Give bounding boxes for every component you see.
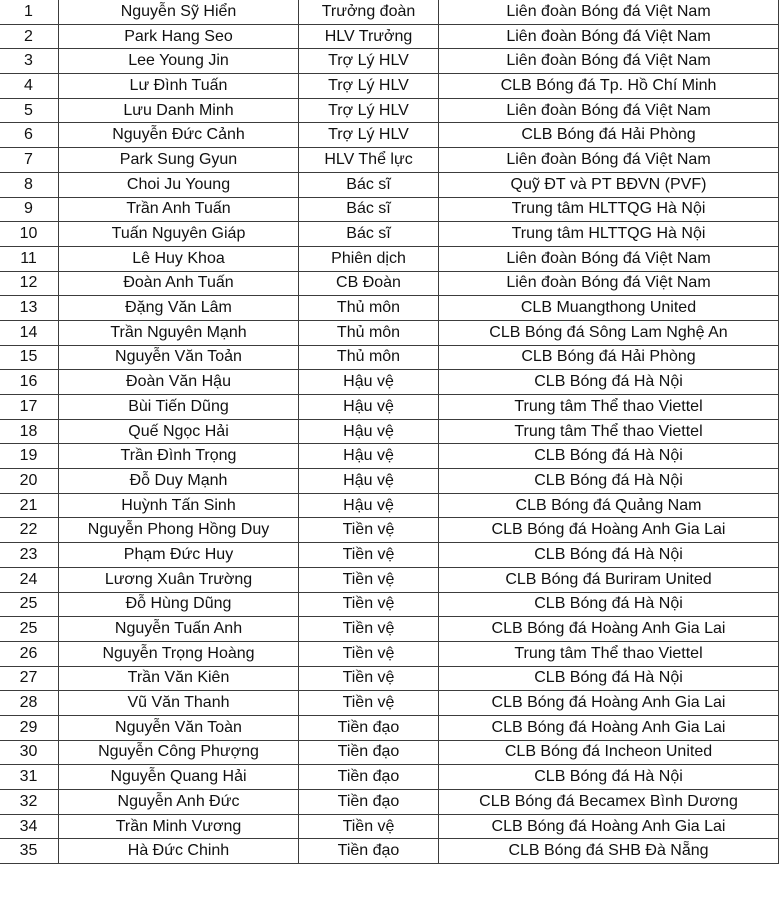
member-name: Lưu Danh Minh (59, 98, 299, 123)
member-unit: Liên đoàn Bóng đá Việt Nam (439, 24, 779, 49)
member-role: Tiền đạo (299, 715, 439, 740)
table-row (0, 790, 779, 815)
row-number: 30 (0, 740, 59, 765)
member-name: Lee Young Jin (59, 49, 299, 74)
row-number: 25 (0, 592, 59, 617)
member-role: Phiên dịch (299, 246, 439, 271)
member-name: Nguyễn Anh Đức (59, 790, 299, 815)
member-name: Phạm Đức Huy (59, 543, 299, 568)
table-row (0, 691, 779, 716)
member-name: Nguyễn Đức Cảnh (59, 123, 299, 148)
member-role: Bác sĩ (299, 197, 439, 222)
table-row (0, 98, 779, 123)
table-row (0, 617, 779, 642)
table-row (0, 765, 779, 790)
row-number: 21 (0, 493, 59, 518)
member-name: Trần Minh Vương (59, 814, 299, 839)
member-role: Hậu vệ (299, 469, 439, 494)
member-name: Nguyễn Công Phượng (59, 740, 299, 765)
member-role: Tiền vệ (299, 567, 439, 592)
row-number: 3 (0, 49, 59, 74)
member-role: Tiền vệ (299, 617, 439, 642)
member-role: Trợ Lý HLV (299, 49, 439, 74)
member-role: Tiền đạo (299, 790, 439, 815)
row-number: 6 (0, 123, 59, 148)
table-row (0, 567, 779, 592)
member-name: Huỳnh Tấn Sinh (59, 493, 299, 518)
member-name: Lê Huy Khoa (59, 246, 299, 271)
row-number: 1 (0, 0, 59, 24)
member-name: Nguyễn Sỹ Hiển (59, 0, 299, 24)
table-row (0, 172, 779, 197)
row-number: 13 (0, 296, 59, 321)
member-role: Tiền vệ (299, 592, 439, 617)
member-unit: CLB Bóng đá Hà Nội (439, 543, 779, 568)
member-role: Tiền vệ (299, 691, 439, 716)
member-name: Đỗ Duy Mạnh (59, 469, 299, 494)
member-unit: Liên đoàn Bóng đá Việt Nam (439, 271, 779, 296)
table-row (0, 839, 779, 864)
member-name: Vũ Văn Thanh (59, 691, 299, 716)
member-unit: Liên đoàn Bóng đá Việt Nam (439, 246, 779, 271)
member-role: Tiền đạo (299, 740, 439, 765)
member-role: Tiền vệ (299, 518, 439, 543)
row-number: 28 (0, 691, 59, 716)
row-number: 5 (0, 98, 59, 123)
member-unit: CLB Bóng đá Hoàng Anh Gia Lai (439, 617, 779, 642)
member-role: Bác sĩ (299, 222, 439, 247)
member-unit: Trung tâm Thể thao Viettel (439, 419, 779, 444)
table-row (0, 395, 779, 420)
member-name: Đoàn Văn Hậu (59, 370, 299, 395)
member-unit: Liên đoàn Bóng đá Việt Nam (439, 0, 779, 24)
row-number: 9 (0, 197, 59, 222)
member-unit: CLB Bóng đá SHB Đà Nẵng (439, 839, 779, 864)
table-row (0, 666, 779, 691)
member-name: Hà Đức Chinh (59, 839, 299, 864)
table-row (0, 49, 779, 74)
row-number: 11 (0, 246, 59, 271)
member-name: Quế Ngọc Hải (59, 419, 299, 444)
member-role: Thủ môn (299, 296, 439, 321)
member-unit: CLB Bóng đá Hà Nội (439, 592, 779, 617)
member-unit: CLB Muangthong United (439, 296, 779, 321)
member-role: HLV Trưởng (299, 24, 439, 49)
member-name: Tuấn Nguyên Giáp (59, 222, 299, 247)
member-unit: CLB Bóng đá Hải Phòng (439, 345, 779, 370)
member-unit: CLB Bóng đá Hoàng Anh Gia Lai (439, 691, 779, 716)
row-number: 12 (0, 271, 59, 296)
row-number: 23 (0, 543, 59, 568)
member-unit: Liên đoàn Bóng đá Việt Nam (439, 98, 779, 123)
table-row (0, 419, 779, 444)
member-role: HLV Thể lực (299, 148, 439, 173)
table-row (0, 740, 779, 765)
table-row (0, 123, 779, 148)
table-row (0, 715, 779, 740)
row-number: 20 (0, 469, 59, 494)
member-role: Thủ môn (299, 320, 439, 345)
member-unit: Trung tâm Thể thao Viettel (439, 641, 779, 666)
member-unit: CLB Bóng đá Hà Nội (439, 444, 779, 469)
table-row (0, 246, 779, 271)
member-unit: CLB Bóng đá Hải Phòng (439, 123, 779, 148)
row-number: 35 (0, 839, 59, 864)
member-unit: Liên đoàn Bóng đá Việt Nam (439, 49, 779, 74)
member-unit: CLB Bóng đá Hoàng Anh Gia Lai (439, 715, 779, 740)
member-unit: CLB Bóng đá Sông Lam Nghệ An (439, 320, 779, 345)
row-number: 7 (0, 148, 59, 173)
row-number: 2 (0, 24, 59, 49)
row-number: 27 (0, 666, 59, 691)
member-unit: CLB Bóng đá Incheon United (439, 740, 779, 765)
member-name: Nguyễn Quang Hải (59, 765, 299, 790)
table-row (0, 370, 779, 395)
table-row (0, 444, 779, 469)
member-role: Hậu vệ (299, 493, 439, 518)
member-name: Trần Nguyên Mạnh (59, 320, 299, 345)
row-number: 31 (0, 765, 59, 790)
table-row (0, 345, 779, 370)
member-name: Park Hang Seo (59, 24, 299, 49)
member-unit: CLB Bóng đá Quảng Nam (439, 493, 779, 518)
table-row (0, 469, 779, 494)
row-number: 14 (0, 320, 59, 345)
table-row (0, 222, 779, 247)
member-name: Nguyễn Tuấn Anh (59, 617, 299, 642)
table-row (0, 74, 779, 99)
member-role: Thủ môn (299, 345, 439, 370)
member-unit: CLB Bóng đá Hà Nội (439, 765, 779, 790)
table-row (0, 543, 779, 568)
member-name: Trần Anh Tuấn (59, 197, 299, 222)
row-number: 18 (0, 419, 59, 444)
row-number: 16 (0, 370, 59, 395)
row-number: 22 (0, 518, 59, 543)
member-unit: CLB Bóng đá Tp. Hồ Chí Minh (439, 74, 779, 99)
member-role: Hậu vệ (299, 395, 439, 420)
member-role: Hậu vệ (299, 444, 439, 469)
member-name: Lương Xuân Trường (59, 567, 299, 592)
table-row (0, 493, 779, 518)
member-role: CB Đoàn (299, 271, 439, 296)
member-unit: CLB Bóng đá Hoàng Anh Gia Lai (439, 814, 779, 839)
row-number: 24 (0, 567, 59, 592)
member-name: Bùi Tiến Dũng (59, 395, 299, 420)
member-name: Đỗ Hùng Dũng (59, 592, 299, 617)
member-name: Nguyễn Phong Hồng Duy (59, 518, 299, 543)
row-number: 25 (0, 617, 59, 642)
member-unit: CLB Bóng đá Hoàng Anh Gia Lai (439, 518, 779, 543)
row-number: 29 (0, 715, 59, 740)
row-number: 8 (0, 172, 59, 197)
row-number: 26 (0, 641, 59, 666)
table-row (0, 814, 779, 839)
row-number: 4 (0, 74, 59, 99)
member-role: Trưởng đoàn (299, 0, 439, 24)
table-row (0, 518, 779, 543)
row-number: 15 (0, 345, 59, 370)
member-name: Đặng Văn Lâm (59, 296, 299, 321)
member-unit: CLB Bóng đá Hà Nội (439, 469, 779, 494)
member-role: Hậu vệ (299, 419, 439, 444)
member-unit: Trung tâm Thể thao Viettel (439, 395, 779, 420)
table-row (0, 296, 779, 321)
table-row (0, 641, 779, 666)
table-row (0, 148, 779, 173)
table-row (0, 0, 779, 24)
table-row (0, 24, 779, 49)
member-unit: CLB Bóng đá Hà Nội (439, 370, 779, 395)
row-number: 19 (0, 444, 59, 469)
member-role: Tiền vệ (299, 543, 439, 568)
row-number: 10 (0, 222, 59, 247)
member-role: Tiền đạo (299, 765, 439, 790)
table-row (0, 592, 779, 617)
table-row (0, 271, 779, 296)
member-name: Nguyễn Trọng Hoàng (59, 641, 299, 666)
member-name: Choi Ju Young (59, 172, 299, 197)
member-role: Tiền vệ (299, 641, 439, 666)
member-role: Trợ Lý HLV (299, 123, 439, 148)
member-role: Tiền đạo (299, 839, 439, 864)
row-number: 32 (0, 790, 59, 815)
member-role: Trợ Lý HLV (299, 74, 439, 99)
member-name: Đoàn Anh Tuấn (59, 271, 299, 296)
member-unit: Trung tâm HLTTQG Hà Nội (439, 197, 779, 222)
member-name: Park Sung Gyun (59, 148, 299, 173)
table-row (0, 197, 779, 222)
member-unit: CLB Bóng đá Buriram United (439, 567, 779, 592)
member-name: Nguyễn Văn Toản (59, 345, 299, 370)
member-name: Lư Đình Tuấn (59, 74, 299, 99)
member-name: Nguyễn Văn Toàn (59, 715, 299, 740)
table-row (0, 320, 779, 345)
row-number: 34 (0, 814, 59, 839)
member-role: Bác sĩ (299, 172, 439, 197)
member-role: Tiền vệ (299, 666, 439, 691)
member-unit: Quỹ ĐT và PT BĐVN (PVF) (439, 172, 779, 197)
member-unit: Liên đoàn Bóng đá Việt Nam (439, 148, 779, 173)
member-name: Trần Đình Trọng (59, 444, 299, 469)
member-unit: CLB Bóng đá Hà Nội (439, 666, 779, 691)
member-role: Trợ Lý HLV (299, 98, 439, 123)
member-role: Hậu vệ (299, 370, 439, 395)
member-name: Trần Văn Kiên (59, 666, 299, 691)
member-role: Tiền vệ (299, 814, 439, 839)
member-unit: Trung tâm HLTTQG Hà Nội (439, 222, 779, 247)
row-number: 17 (0, 395, 59, 420)
member-unit: CLB Bóng đá Becamex Bình Dương (439, 790, 779, 815)
